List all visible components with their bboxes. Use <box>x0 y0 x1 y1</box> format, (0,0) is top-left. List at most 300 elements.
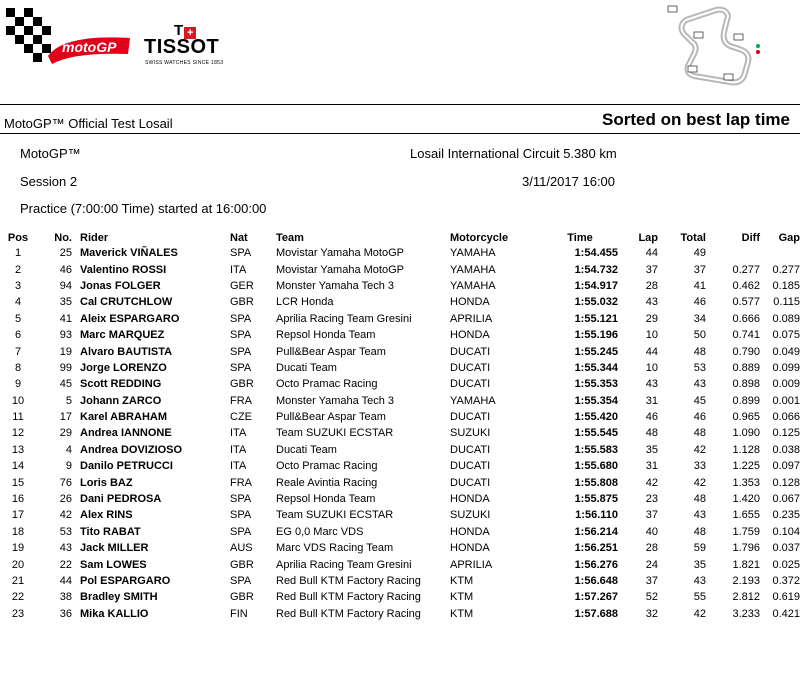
cell-rider: Andrea IANNONE <box>80 427 172 440</box>
cell-pos: 10 <box>11 394 25 407</box>
cell-gap: 0.066 <box>772 411 800 424</box>
cell-total: 43 <box>693 378 706 391</box>
cell-diff: 1.225 <box>732 460 760 473</box>
cell-team: Octo Pramac Racing <box>276 460 378 473</box>
cell-motorcycle: SUZUKI <box>450 427 491 440</box>
cell-rider: Pol ESPARGARO <box>80 575 171 587</box>
cell-diff: 0.666 <box>732 312 760 325</box>
cell-pos: 9 <box>14 378 22 391</box>
cell-motorcycle: YAMAHA <box>450 247 496 260</box>
cell-rider: Aleix ESPARGARO <box>80 312 180 325</box>
cell-nat: ITA <box>230 263 247 276</box>
cell-total: 35 <box>693 558 706 571</box>
table-row <box>0 425 800 441</box>
cell-team: Reale Avintia Racing <box>276 476 378 489</box>
cell-nat: SPA <box>230 361 252 374</box>
cell-gap <box>760 245 800 261</box>
cell-lap: 42 <box>645 476 658 489</box>
cell-gap: 0.235 <box>772 509 800 522</box>
cell-gap: 0.421 <box>772 607 800 620</box>
class-label: MotoGP™ <box>20 146 81 161</box>
cell-team: Repsol Honda Team <box>276 493 376 506</box>
cell-nat: SPA <box>230 329 252 342</box>
cell-time: 1:55.353 <box>574 378 618 391</box>
cell-nat: GER <box>230 279 254 292</box>
sort-label: Sorted on best lap time <box>602 110 790 129</box>
table-row <box>0 589 800 605</box>
col-header-lap: Lap <box>638 231 658 244</box>
cell-rider: Bradley SMITH <box>80 591 158 604</box>
cell-rider: Andrea DOVIZIOSO <box>80 443 183 456</box>
cell-team: Monster Yamaha Tech 3 <box>276 394 395 407</box>
cell-time: 1:55.545 <box>574 427 618 440</box>
cell-time: 1:55.344 <box>574 361 618 374</box>
title-divider <box>0 133 800 134</box>
cell-team: Monster Yamaha Tech 3 <box>276 279 395 292</box>
table-row <box>0 360 800 376</box>
cell-total: 48 <box>693 427 706 440</box>
cell-diff: 0.889 <box>732 361 760 374</box>
col-header-team: Team <box>276 231 304 244</box>
cell-total: 55 <box>693 591 706 604</box>
cell-motorcycle: HONDA <box>450 525 490 538</box>
cell-gap: 0.097 <box>772 460 800 473</box>
cell-motorcycle: APRILIA <box>450 558 493 571</box>
cell-gap: 0.049 <box>772 345 800 358</box>
cell-no: 26 <box>59 493 72 506</box>
cell-motorcycle: DUCATI <box>450 460 491 473</box>
cell-motorcycle: DUCATI <box>450 411 491 424</box>
col-header-pos: Pos <box>7 231 29 244</box>
cell-gap: 0.185 <box>772 279 800 292</box>
cell-team: LCR Honda <box>276 296 334 309</box>
cell-lap: 44 <box>645 345 658 358</box>
cell-pos: 21 <box>11 575 25 587</box>
cell-lap: 43 <box>645 378 658 391</box>
cell-time: 1:57.688 <box>574 607 618 620</box>
cell-gap: 0.099 <box>772 361 800 374</box>
cell-total: 42 <box>693 476 706 489</box>
cell-total: 43 <box>693 575 706 587</box>
session-label: Session 2 <box>20 174 78 189</box>
cell-total: 53 <box>693 361 706 374</box>
cell-pos: 17 <box>11 509 25 522</box>
cell-pos: 8 <box>14 361 22 374</box>
cell-team: Aprilia Racing Team Gresini <box>276 312 412 325</box>
cell-total: 45 <box>693 394 706 407</box>
cell-time: 1:56.214 <box>574 525 618 538</box>
cell-nat: FRA <box>230 476 252 489</box>
motogp-logo <box>4 4 136 68</box>
cell-team: Red Bull KTM Factory Racing <box>276 607 421 620</box>
cell-total: 46 <box>693 411 706 424</box>
cell-diff: 0.741 <box>732 329 760 342</box>
cell-rider: Cal CRUTCHLOW <box>80 296 173 309</box>
cell-pos: 23 <box>11 607 25 620</box>
cell-no: 94 <box>59 279 72 292</box>
cell-diff: 0.462 <box>732 279 760 292</box>
cell-pos: 11 <box>12 411 24 424</box>
event-title: MotoGP™ Official Test Losail <box>4 116 173 131</box>
results-table <box>0 230 800 622</box>
cell-lap: 24 <box>645 558 658 571</box>
cell-lap: 10 <box>645 329 658 342</box>
cell-time: 1:55.245 <box>574 345 618 358</box>
cell-time: 1:54.917 <box>574 279 618 292</box>
cell-team: Team SUZUKI ECSTAR <box>276 509 394 522</box>
cell-nat: FIN <box>230 607 248 620</box>
circuit-map-icon <box>664 2 772 90</box>
cell-rider: Jonas FOLGER <box>80 279 161 292</box>
cell-no: 41 <box>59 312 72 325</box>
cell-pos: 6 <box>14 329 22 342</box>
cell-time: 1:55.680 <box>574 460 618 473</box>
cell-total: 41 <box>693 279 706 292</box>
cell-no: 46 <box>59 263 72 276</box>
cell-rider: Tito RABAT <box>80 525 141 538</box>
cell-nat: SPA <box>230 509 252 522</box>
cell-lap: 46 <box>645 411 658 424</box>
table-row <box>0 376 800 392</box>
table-row <box>0 278 800 294</box>
cell-total: 48 <box>693 493 706 506</box>
cell-pos: 7 <box>14 345 22 358</box>
cell-motorcycle: HONDA <box>450 329 490 342</box>
cell-diff: 1.353 <box>732 476 760 489</box>
cell-rider: Mika KALLIO <box>80 607 149 620</box>
cell-motorcycle: DUCATI <box>450 443 491 456</box>
cell-nat: CZE <box>230 411 252 424</box>
cell-total: 48 <box>693 525 706 538</box>
cell-pos: 12 <box>11 427 25 440</box>
cell-diff: 0.899 <box>732 394 760 407</box>
cell-no: 22 <box>59 558 72 571</box>
cell-lap: 23 <box>645 493 658 506</box>
checkered-flag-icon <box>6 8 51 62</box>
cell-gap: 0.025 <box>772 558 800 571</box>
cell-total: 33 <box>693 460 706 473</box>
cell-lap: 52 <box>645 591 658 604</box>
cell-rider: Loris BAZ <box>80 476 133 489</box>
cell-lap: 48 <box>645 427 658 440</box>
col-header-nat: Nat <box>230 231 248 244</box>
cell-total: 43 <box>693 509 706 522</box>
cell-pos: 3 <box>14 279 22 292</box>
table-row <box>0 327 800 343</box>
cell-motorcycle: DUCATI <box>450 361 491 374</box>
cell-gap: 0.619 <box>772 591 800 604</box>
cell-no: 5 <box>65 394 72 407</box>
cell-rider: Dani PEDROSA <box>80 493 162 506</box>
col-header-no: No. <box>54 231 72 244</box>
col-header-gap: Gap <box>778 231 800 244</box>
cell-gap: 0.125 <box>772 427 800 440</box>
cell-pos: 19 <box>11 542 25 555</box>
results-body <box>0 245 800 622</box>
cell-nat: SPA <box>230 575 252 587</box>
cell-rider: Alex RINS <box>80 509 133 522</box>
svg-text:motoGP: motoGP <box>62 39 117 55</box>
circuit-label: Losail International Circuit 5.380 km <box>410 146 617 161</box>
cell-no: 76 <box>59 476 72 489</box>
cell-lap: 32 <box>645 607 658 620</box>
table-row <box>0 491 800 507</box>
cell-time: 1:55.032 <box>574 296 618 309</box>
cell-total: 42 <box>693 607 706 620</box>
table-row <box>0 261 800 277</box>
cell-time: 1:56.276 <box>574 558 618 571</box>
cell-lap: 28 <box>645 279 658 292</box>
table-row <box>0 294 800 310</box>
cell-rider: Johann ZARCO <box>80 394 162 407</box>
cell-time: 1:54.455 <box>574 247 618 260</box>
col-header-rider: Rider <box>80 231 109 244</box>
cell-time: 1:55.583 <box>574 443 618 456</box>
cell-lap: 28 <box>645 542 658 555</box>
table-row <box>0 245 800 261</box>
cell-gap: 0.037 <box>772 542 800 555</box>
col-header-total: Total <box>680 231 706 244</box>
cell-motorcycle: DUCATI <box>450 345 491 358</box>
cell-time: 1:55.875 <box>574 493 618 506</box>
cell-total: 37 <box>693 263 706 276</box>
cell-pos: 13 <box>11 443 25 456</box>
cell-total: 42 <box>693 443 706 456</box>
results-header <box>0 230 800 245</box>
header-row <box>0 230 800 245</box>
cell-lap: 35 <box>645 443 658 456</box>
practice-info: Practice (7:00:00 Time) started at 16:00:00 <box>20 201 267 216</box>
table-row <box>0 540 800 556</box>
table-row <box>0 556 800 572</box>
cell-no: 42 <box>59 509 72 522</box>
cell-rider: Maverick VIÑALES <box>80 247 178 260</box>
cell-motorcycle: YAMAHA <box>450 394 496 407</box>
cell-lap: 43 <box>645 296 658 309</box>
cell-team: Movistar Yamaha MotoGP <box>276 263 404 276</box>
cell-no: 9 <box>65 460 72 473</box>
cell-team: Movistar Yamaha MotoGP <box>276 247 404 260</box>
cell-team: Pull&Bear Aspar Team <box>276 345 386 358</box>
cell-no: 29 <box>59 427 72 440</box>
cell-no: 53 <box>59 525 72 538</box>
cell-motorcycle: KTM <box>450 591 474 604</box>
cell-motorcycle: YAMAHA <box>450 263 496 276</box>
page-header <box>0 0 800 108</box>
cell-rider: Scott REDDING <box>80 378 162 391</box>
table-row <box>0 311 800 327</box>
cell-diff: 0.790 <box>732 345 760 358</box>
cell-nat: ITA <box>230 427 247 440</box>
cell-gap: 0.075 <box>772 329 800 342</box>
cell-time: 1:55.808 <box>574 476 618 489</box>
cell-gap: 0.115 <box>773 296 800 309</box>
cell-pos: 4 <box>14 296 22 309</box>
cell-team: Team SUZUKI ECSTAR <box>276 427 394 440</box>
cell-no: 19 <box>59 345 72 358</box>
cell-no: 93 <box>59 329 72 342</box>
table-row <box>0 409 800 425</box>
cell-diff: 0.965 <box>732 411 760 424</box>
cell-pos: 22 <box>11 591 25 604</box>
cell-lap: 37 <box>645 575 658 587</box>
table-row <box>0 606 800 622</box>
cell-diff: 0.577 <box>732 296 760 309</box>
table-row <box>0 393 800 409</box>
cell-nat: SPA <box>230 247 252 260</box>
cell-gap: 0.128 <box>772 476 800 489</box>
cell-motorcycle: DUCATI <box>450 476 491 489</box>
cell-diff: 1.821 <box>732 558 760 571</box>
cell-diff: 1.759 <box>732 525 760 538</box>
cell-no: 99 <box>59 361 72 374</box>
cell-diff: 1.128 <box>732 443 760 456</box>
cell-team: Repsol Honda Team <box>276 329 376 342</box>
cell-team: Ducati Team <box>276 443 337 456</box>
cell-pos: 16 <box>11 493 25 506</box>
cell-motorcycle: HONDA <box>450 542 490 555</box>
cell-rider: Jack MILLER <box>80 542 149 555</box>
cell-total: 49 <box>693 247 706 260</box>
table-row <box>0 442 800 458</box>
table-row <box>0 573 800 589</box>
cell-nat: GBR <box>230 378 254 391</box>
cell-rider: Danilo PETRUCCI <box>80 460 173 473</box>
cell-rider: Marc MARQUEZ <box>80 329 165 342</box>
cell-diff: 3.233 <box>732 607 760 620</box>
col-header-time: Time <box>567 231 593 244</box>
cell-rider: Valentino ROSSI <box>80 263 167 276</box>
cell-nat: AUS <box>230 542 253 555</box>
table-row <box>0 524 800 540</box>
cell-nat: ITA <box>230 460 247 473</box>
cell-time: 1:55.354 <box>574 394 618 407</box>
cell-total: 34 <box>693 312 706 325</box>
cell-nat: GBR <box>230 558 254 571</box>
cell-time: 1:55.196 <box>574 329 618 342</box>
cell-gap: 0.038 <box>772 443 800 456</box>
cell-diff: 0.277 <box>732 263 760 276</box>
cell-no: 45 <box>59 378 72 391</box>
cell-time: 1:54.732 <box>574 263 618 276</box>
cell-gap: 0.001 <box>772 394 800 407</box>
cell-motorcycle: HONDA <box>450 493 490 506</box>
cell-motorcycle: HONDA <box>450 296 490 309</box>
cell-no: 43 <box>59 542 72 555</box>
cell-gap: 0.067 <box>772 493 800 506</box>
cell-gap: 0.009 <box>772 378 800 391</box>
header-divider <box>0 104 800 105</box>
cell-no: 38 <box>59 591 72 604</box>
cell-lap: 40 <box>645 525 658 538</box>
cell-motorcycle: APRILIA <box>450 312 493 325</box>
cell-lap: 37 <box>645 509 658 522</box>
cell-pos: 5 <box>14 312 22 325</box>
tissot-mark: T + <box>174 22 196 39</box>
cell-gap: 0.089 <box>772 312 800 325</box>
cell-team: Red Bull KTM Factory Racing <box>276 591 421 604</box>
cell-nat: FRA <box>230 394 252 407</box>
cell-nat: SPA <box>230 493 252 506</box>
cell-gap: 0.372 <box>772 575 800 587</box>
cell-nat: SPA <box>230 312 252 325</box>
cell-team: Marc VDS Racing Team <box>276 542 394 555</box>
tissot-wordmark: TISSOT <box>144 36 220 58</box>
cell-team: Red Bull KTM Factory Racing <box>276 575 421 587</box>
cell-no: 44 <box>59 575 72 587</box>
cell-total: 59 <box>693 542 706 555</box>
cell-pos: 18 <box>11 525 25 538</box>
col-header-diff: Diff <box>741 231 760 244</box>
cell-diff: 1.655 <box>732 509 760 522</box>
tissot-logo <box>142 20 226 70</box>
cell-nat: GBR <box>230 591 254 604</box>
table-row <box>0 458 800 474</box>
cell-rider: Alvaro BAUTISTA <box>80 345 173 358</box>
cell-no: 25 <box>59 247 72 260</box>
cell-total: 48 <box>693 345 706 358</box>
cell-pos: 14 <box>11 460 25 473</box>
cell-no: 17 <box>59 411 72 424</box>
cell-total: 50 <box>693 329 706 342</box>
cell-total: 46 <box>693 296 706 309</box>
cell-motorcycle: DUCATI <box>450 378 491 391</box>
cell-diff: 1.090 <box>732 427 760 440</box>
cell-time: 1:56.251 <box>574 542 618 555</box>
cell-team: Aprilia Racing Team Gresini <box>276 558 412 571</box>
cell-lap: 37 <box>645 263 658 276</box>
table-row <box>0 507 800 523</box>
cell-time: 1:55.121 <box>574 312 618 325</box>
table-row <box>0 474 800 490</box>
cell-pos: 2 <box>14 263 22 276</box>
cell-gap: 0.277 <box>772 263 800 276</box>
cell-motorcycle: SUZUKI <box>450 509 491 522</box>
col-header-motorcycle: Motorcycle <box>450 231 509 244</box>
cell-lap: 10 <box>645 361 658 374</box>
cell-pos: 1 <box>14 247 22 260</box>
cell-diff: 1.796 <box>732 542 760 555</box>
cell-diff <box>706 245 760 261</box>
cell-team: Octo Pramac Racing <box>276 378 378 391</box>
cell-motorcycle: KTM <box>450 607 474 620</box>
cell-team: Pull&Bear Aspar Team <box>276 411 386 424</box>
cell-nat: SPA <box>230 345 252 358</box>
cell-time: 1:56.648 <box>574 575 618 587</box>
cell-no: 35 <box>59 296 72 309</box>
cell-rider: Jorge LORENZO <box>80 361 167 374</box>
cell-diff: 2.812 <box>732 591 760 604</box>
cell-pos: 20 <box>11 558 25 571</box>
cell-gap: 0.104 <box>772 525 800 538</box>
cell-lap: 31 <box>645 460 658 473</box>
table-row <box>0 343 800 359</box>
cell-lap: 29 <box>645 312 658 325</box>
cell-motorcycle: KTM <box>450 575 474 587</box>
cell-diff: 2.193 <box>732 575 760 587</box>
cell-diff: 0.898 <box>732 378 760 391</box>
cell-no: 4 <box>65 443 72 456</box>
cell-pos: 15 <box>11 476 25 489</box>
cell-time: 1:56.110 <box>575 509 618 522</box>
cell-time: 1:55.420 <box>574 411 618 424</box>
cell-team: Ducati Team <box>276 361 337 374</box>
cell-rider: Karel ABRAHAM <box>80 411 167 424</box>
cell-team: EG 0,0 Marc VDS <box>276 525 364 538</box>
cell-lap: 31 <box>645 394 658 407</box>
cell-rider: Sam LOWES <box>80 558 147 571</box>
cell-time: 1:57.267 <box>574 591 618 604</box>
